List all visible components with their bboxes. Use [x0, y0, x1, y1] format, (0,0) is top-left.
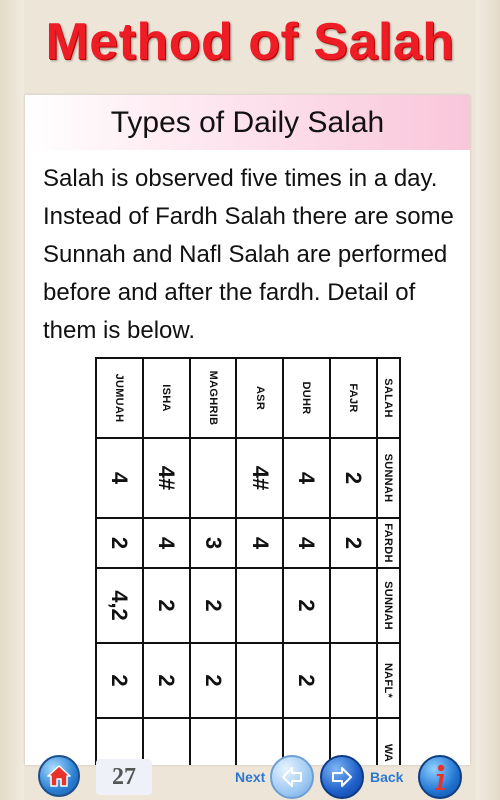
table-cell: 2 — [283, 643, 330, 718]
table-cell: 2 — [143, 568, 190, 643]
table-cell: 4# — [143, 438, 190, 518]
table-row-name: ASR — [236, 358, 283, 438]
arrow-right-icon — [328, 763, 356, 791]
table-cell: 2 — [96, 518, 143, 568]
table-header-cell: SUNNAH — [377, 438, 400, 518]
home-button[interactable] — [38, 755, 80, 797]
salah-table — [95, 357, 401, 765]
page-number: 27 — [96, 759, 152, 795]
table-cell: 4,2 — [96, 568, 143, 643]
table-row — [236, 358, 283, 765]
table-cell: 3 — [190, 518, 237, 568]
table-row — [283, 358, 330, 765]
table-cell: 4# — [236, 438, 283, 518]
table-cell — [236, 643, 283, 718]
table-cell — [236, 568, 283, 643]
table-row-name: FAJR — [330, 358, 377, 438]
bottom-nav-bar — [0, 755, 500, 800]
arrow-left-icon — [278, 763, 306, 791]
table-cell — [330, 643, 377, 718]
table-header-cell: FARDH — [377, 518, 400, 568]
table-row — [143, 358, 190, 765]
table-cell: 2 — [330, 438, 377, 518]
app-title: Method of Salah — [45, 13, 455, 71]
table-cell — [190, 438, 237, 518]
background-edge-right — [476, 0, 500, 800]
background-edge-left — [0, 0, 24, 800]
table-cell: 2 — [190, 643, 237, 718]
next-label[interactable]: Next — [235, 769, 266, 785]
table-row-name: JUMUAH — [96, 358, 143, 438]
table-cell: 2 — [143, 643, 190, 718]
table-row — [96, 358, 143, 765]
table-header-row — [377, 358, 400, 765]
table-row-name: DUHR — [283, 358, 330, 438]
info-button[interactable] — [418, 755, 462, 799]
next-button[interactable] — [270, 755, 314, 799]
table-header-cell: SALAH — [377, 358, 400, 438]
table-row — [330, 358, 377, 765]
table-header-cell: WA — [377, 718, 400, 765]
table-cell: 4 — [236, 518, 283, 568]
home-icon — [46, 764, 72, 788]
table-cell — [330, 568, 377, 643]
table-cell: 2 — [330, 518, 377, 568]
table-cell: 4 — [283, 438, 330, 518]
table-cell: 2 — [190, 568, 237, 643]
back-label[interactable]: Back — [370, 769, 404, 785]
table-row-name: ISHA — [143, 358, 190, 438]
table-cell: 2 — [96, 643, 143, 718]
table-cell: 2 — [283, 568, 330, 643]
table-row — [190, 358, 237, 765]
salah-table-container — [95, 357, 401, 765]
table-cell: 4 — [143, 518, 190, 568]
table-row-name: MAGHRIB — [190, 358, 237, 438]
salah-table-rotated — [95, 357, 401, 765]
table-cell: 4 — [283, 518, 330, 568]
table-header-cell: SUNNAH — [377, 568, 400, 643]
table-cell: 4 — [96, 438, 143, 518]
section-title: Types of Daily Salah — [25, 95, 470, 150]
intro-text: Salah is observed five times in a day. Instead of Fardh Salah there are some Sunnah and Nafl Salah are performed before and after the fardh. Detail of them is below. — [43, 165, 454, 344]
content-page[interactable] — [25, 95, 470, 765]
back-button[interactable] — [320, 755, 364, 799]
table-header-cell: NAFL* — [377, 643, 400, 718]
info-icon — [427, 762, 453, 792]
